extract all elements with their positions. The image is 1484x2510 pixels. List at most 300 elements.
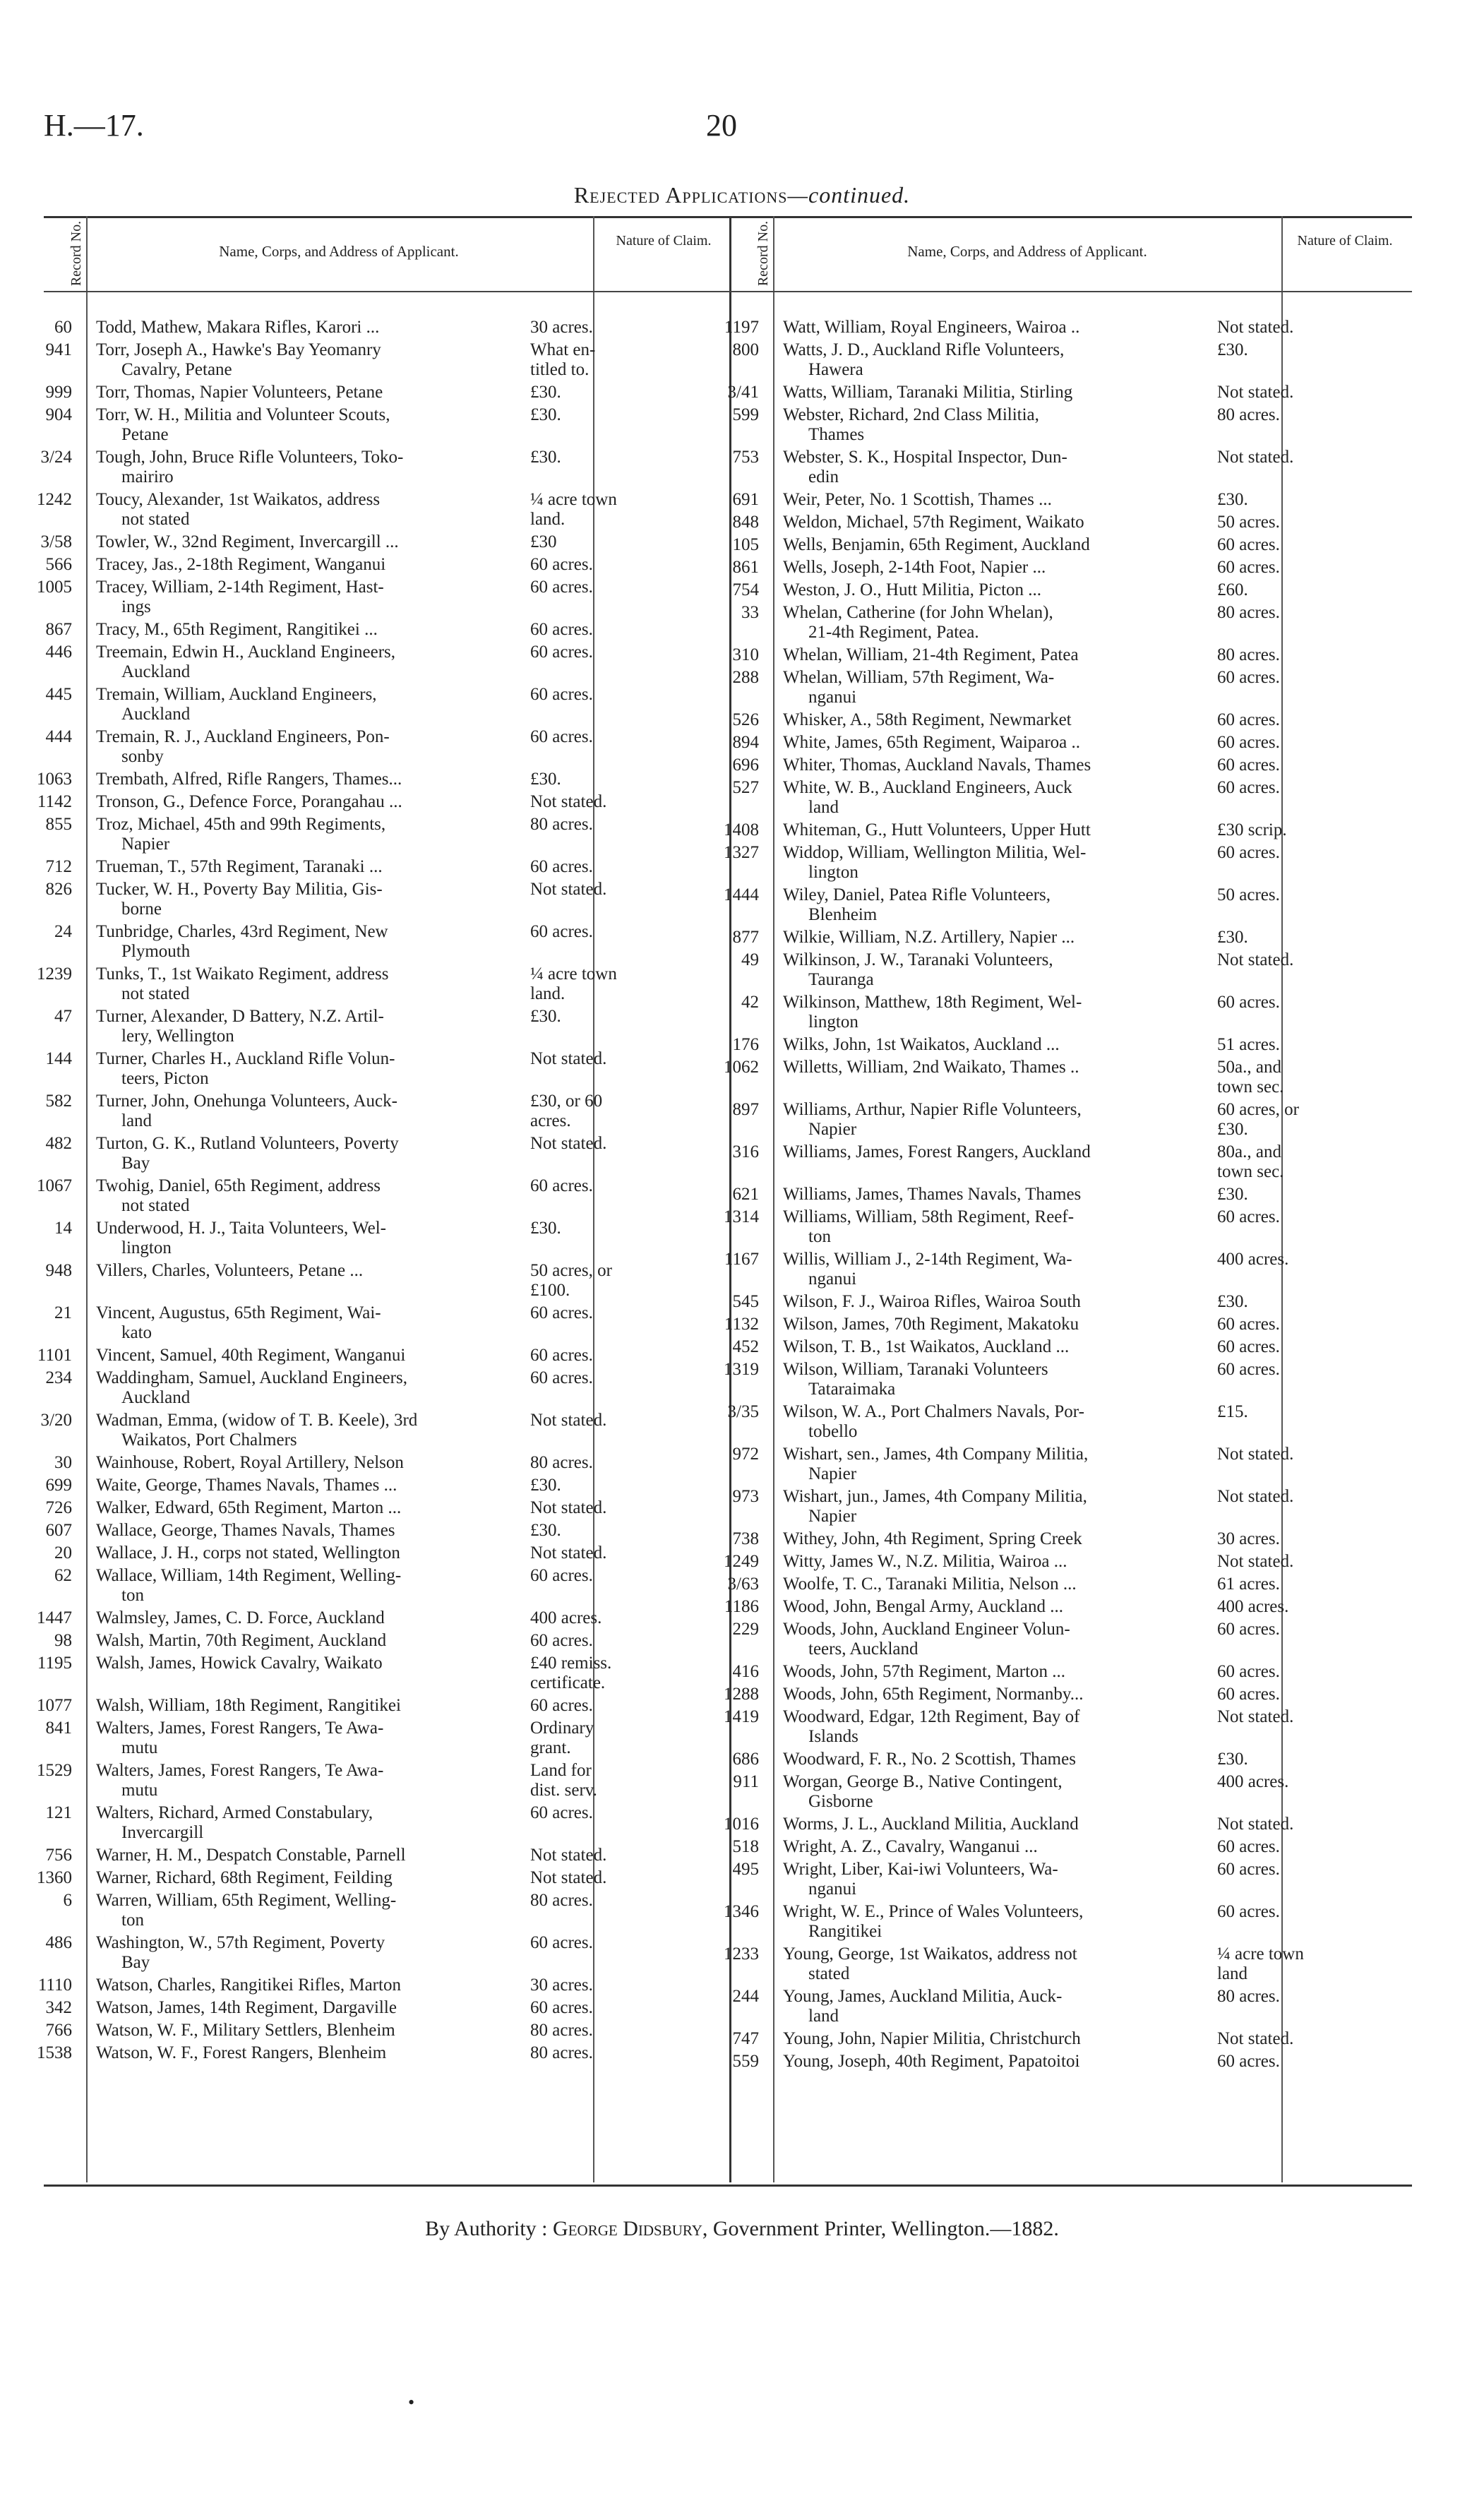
table-row [687, 558, 1428, 578]
claim-line: 60 acres. [530, 1566, 593, 1585]
table-row [0, 490, 727, 530]
applicant-line: Turner, John, Onehunga Volunteers, Auck- [96, 1092, 397, 1111]
applicant-line: Watson, W. F., Forest Rangers, Blenheim [96, 2043, 387, 2062]
applicant-line: Wright, A. Z., Cavalry, Wanganui ... [783, 1837, 1038, 1856]
applicant-line: lington [121, 1238, 172, 1257]
nature-of-claim [520, 880, 658, 900]
applicant-details [773, 1685, 1207, 1704]
applicant-line: Waddingham, Samuel, Auckland Engineers, [96, 1368, 407, 1387]
claim-line: 60 acres. [530, 555, 593, 574]
table-row [0, 1719, 727, 1758]
applicant-line: Wilkinson, Matthew, 18th Regiment, Wel- [783, 993, 1082, 1012]
applicant-line: Thames [808, 425, 865, 444]
nature-of-claim [1207, 710, 1334, 730]
table-row [687, 1620, 1428, 1659]
applicant-details [86, 555, 520, 575]
table-row [687, 1772, 1428, 1812]
record-number: 566 [45, 555, 72, 574]
table-row [0, 1891, 727, 1930]
imprint-footer [0, 2217, 1484, 2241]
nature-of-claim [1207, 1772, 1334, 1792]
nature-of-claim [1207, 1250, 1334, 1269]
applicant-details [773, 340, 1207, 380]
record-number: 1360 [37, 1868, 72, 1887]
claim-line: 60 acres. [530, 1933, 593, 1952]
applicant-details [773, 1445, 1207, 1484]
applicant-line: Wilkinson, J. W., Taranaki Volunteers, [783, 950, 1053, 969]
record-number: 98 [54, 1631, 72, 1650]
claim-line: grant. [530, 1738, 571, 1757]
applicant-details [86, 532, 520, 552]
applicant-line: Blenheim [808, 905, 878, 924]
claim-line: Not stated. [1217, 950, 1294, 969]
table-row [0, 1696, 727, 1716]
claim-line: £30. [530, 1219, 561, 1238]
applicant-line: Torr, W. H., Militia and Volunteer Scouts, [96, 405, 390, 424]
applicant-details [773, 580, 1207, 600]
nature-of-claim [520, 1411, 658, 1430]
table-row [687, 1292, 1428, 1312]
record-number: 848 [732, 513, 759, 532]
table-row [0, 1846, 727, 1865]
applicant-line: Todd, Mathew, Makara Rifles, Karori ... [96, 318, 380, 337]
nature-of-claim [1207, 755, 1334, 775]
table-row [687, 1529, 1428, 1549]
record-number: 686 [732, 1750, 759, 1769]
applicant-line: mairiro [121, 467, 174, 486]
applicant-line: Wiley, Daniel, Patea Rifle Volunteers, [783, 885, 1051, 904]
record-number: 445 [45, 685, 72, 704]
applicant-details [86, 1696, 520, 1716]
table-row [687, 1207, 1428, 1247]
applicant-line: Walters, James, Forest Rangers, Te Awa- [96, 1761, 384, 1780]
applicant-line: Woolfe, T. C., Taranaki Militia, Nelson ... [783, 1574, 1077, 1594]
applicant-line: Walters, Richard, Armed Constabulary, [96, 1803, 373, 1822]
nature-of-claim [1207, 1487, 1334, 1507]
applicant-line: Tunks, T., 1st Waikato Regiment, address [96, 964, 389, 984]
table-row [687, 1815, 1428, 1834]
nature-of-claim [520, 1761, 658, 1800]
applicant-line: Vincent, Augustus, 65th Regiment, Wai- [96, 1303, 381, 1322]
record-number: 726 [45, 1498, 72, 1517]
applicant-line: White, W. B., Auckland Engineers, Auck [783, 778, 1072, 797]
nature-of-claim [520, 1654, 658, 1693]
record-number: 229 [732, 1620, 759, 1639]
applicant-details [86, 1453, 520, 1473]
applicant-line: 21-4th Regiment, Patea. [808, 623, 979, 642]
table-row [0, 685, 727, 724]
applicant-details [86, 922, 520, 962]
applicant-line: Tracy, M., 65th Regiment, Rangitikei ... [96, 620, 378, 639]
claim-line: Ordinary [530, 1719, 594, 1738]
applicant-line: nganui [808, 1879, 857, 1899]
applicant-line: Watt, William, Royal Engineers, Wairoa .. [783, 318, 1080, 337]
applicant-details [773, 1360, 1207, 1399]
claim-line: 60 acres. [1217, 1837, 1280, 1856]
nature-of-claim [1207, 535, 1334, 555]
nature-of-claim [1207, 668, 1334, 688]
applicant-line: Woods, John, 65th Regiment, Normanby... [783, 1685, 1084, 1704]
record-number: 24 [54, 922, 72, 941]
applicant-line: Weldon, Michael, 57th Regiment, Waikato [783, 513, 1084, 532]
applicant-line: Islands [808, 1727, 858, 1746]
record-number: 826 [45, 880, 72, 899]
applicant-details [86, 727, 520, 767]
table-row [0, 1521, 727, 1541]
claim-line: 60 acres. [1217, 1207, 1280, 1226]
applicant-details [773, 885, 1207, 925]
applicant-line: Woodward, Edgar, 12th Regiment, Bay of [783, 1707, 1080, 1726]
claim-line: 80 acres. [1217, 645, 1280, 664]
record-number: 3/63 [727, 1574, 759, 1594]
record-number: 1249 [724, 1552, 759, 1571]
table-row [687, 1360, 1428, 1399]
applicant-line: Warren, William, 65th Regiment, Welling- [96, 1891, 397, 1910]
applicant-details [86, 1608, 520, 1628]
table-row [687, 1750, 1428, 1769]
nature-of-claim [520, 578, 658, 597]
record-number: 244 [732, 1987, 759, 2006]
nature-of-claim [1207, 603, 1334, 623]
record-number: 60 [54, 318, 72, 337]
applicant-line: Wright, W. E., Prince of Wales Volunteers, [783, 1902, 1084, 1921]
applicant-line: not stated [121, 984, 190, 1003]
applicant-line: Wishart, jun., James, 4th Company Militia, [783, 1487, 1087, 1506]
applicant-line: Petane [121, 425, 169, 444]
record-number: 1197 [724, 318, 759, 337]
applicant-line: Tremain, R. J., Auckland Engineers, Pon- [96, 727, 390, 746]
applicant-details [86, 815, 520, 854]
claim-line: What en- [530, 340, 596, 359]
applicant-line: teers, Picton [121, 1069, 209, 1088]
claim-line: Not stated. [1217, 1445, 1294, 1464]
record-number: 1167 [724, 1250, 759, 1269]
applicant-line: Tunbridge, Charles, 43rd Regiment, New [96, 922, 388, 941]
claim-line: 60 acres. [530, 727, 593, 746]
nature-of-claim [1207, 778, 1334, 798]
applicant-details [773, 710, 1207, 730]
record-number: 753 [732, 448, 759, 467]
applicant-line: teers, Auckland [808, 1639, 918, 1659]
applicant-line: White, James, 65th Regiment, Waiparoa .. [783, 733, 1081, 752]
claim-line: ¼ acre town [530, 490, 617, 509]
nature-of-claim [520, 1608, 658, 1628]
nature-of-claim [520, 1719, 658, 1758]
claim-line: 60 acres. [530, 1696, 593, 1715]
applicant-line: Williams, William, 58th Regiment, Reef- [783, 1207, 1075, 1226]
table-row [0, 1868, 727, 1888]
nature-of-claim [1207, 645, 1334, 665]
nature-of-claim [520, 857, 658, 877]
record-number: 911 [733, 1772, 759, 1791]
applicant-details [773, 778, 1207, 818]
claim-line: Land for [530, 1761, 592, 1780]
col-header-record-right: Record No. [755, 220, 772, 287]
nature-of-claim [520, 770, 658, 789]
applicant-details [86, 1411, 520, 1450]
applicant-line: nganui [808, 688, 857, 707]
footer-suffix: , Government Printer, Wellington.—1882. [702, 2217, 1059, 2240]
record-number: 310 [732, 645, 759, 664]
table-row [687, 2029, 1428, 2049]
claim-line: 60 acres. [1217, 668, 1280, 687]
record-number: 1132 [724, 1315, 759, 1334]
table-row [687, 1445, 1428, 1484]
applicant-line: Woods, John, Auckland Engineer Volun- [783, 1620, 1070, 1639]
nature-of-claim [520, 1998, 658, 2018]
claim-line: £30. [1217, 490, 1248, 509]
record-number: 3/24 [40, 448, 72, 467]
applicant-details [86, 792, 520, 812]
applicant-details [773, 1315, 1207, 1334]
applicant-line: Turner, Charles H., Auckland Rifle Volun- [96, 1049, 395, 1068]
claim-line: 30 acres. [1217, 1529, 1280, 1548]
applicant-details [773, 1837, 1207, 1857]
claim-line: 400 acres. [1217, 1250, 1289, 1269]
applicant-details [86, 448, 520, 487]
applicant-details [86, 383, 520, 402]
applicant-line: Williams, James, Forest Rangers, Auckland [783, 1142, 1091, 1161]
table-row [687, 778, 1428, 818]
applicant-line: Watts, William, Taranaki Militia, Stirling [783, 383, 1073, 402]
claim-line: Not stated. [530, 792, 607, 811]
claim-line: £30. [530, 770, 561, 789]
applicant-details [86, 1134, 520, 1173]
claim-line: £30. [530, 405, 561, 424]
applicant-details [86, 1803, 520, 1843]
applicant-line: Walsh, James, Howick Cavalry, Waikato [96, 1654, 383, 1673]
claim-line: Not stated. [530, 1049, 607, 1068]
claim-line: town sec. [1217, 1162, 1284, 1181]
applicant-line: Williams, James, Thames Navals, Thames [783, 1185, 1082, 1204]
applicant-details [773, 843, 1207, 883]
nature-of-claim [520, 340, 658, 380]
record-number: 316 [732, 1142, 759, 1161]
table-row [687, 405, 1428, 445]
applicant-line: Wallace, J. H., corps not stated, Wellington [96, 1543, 400, 1562]
footer-printer: George Didsbury [553, 2217, 702, 2240]
applicant-details [773, 558, 1207, 578]
record-number: 738 [732, 1529, 759, 1548]
record-number: 1327 [724, 843, 759, 862]
claim-line: Not stated. [530, 1411, 607, 1430]
table-row [687, 383, 1428, 402]
applicant-line: sonby [121, 747, 164, 766]
nature-of-claim [1207, 928, 1334, 948]
applicant-details [773, 448, 1207, 487]
table-row [0, 1476, 727, 1495]
table-row [0, 532, 727, 552]
table-row [0, 1543, 727, 1563]
table-row [0, 857, 727, 877]
applicant-details [86, 405, 520, 445]
record-number: 877 [732, 928, 759, 947]
table-row [687, 1944, 1428, 1984]
record-number: 1067 [37, 1176, 72, 1195]
applicant-line: Wilson, James, 70th Regiment, Makatoku [783, 1315, 1079, 1334]
applicant-line: Walker, Edward, 65th Regiment, Marton ... [96, 1498, 402, 1517]
applicant-line: Webster, S. K., Hospital Inspector, Dun- [783, 448, 1067, 467]
record-number: 288 [732, 668, 759, 687]
applicant-details [773, 1860, 1207, 1899]
applicant-line: Gisborne [808, 1792, 873, 1811]
record-number: 33 [741, 603, 759, 622]
page-number: 20 [706, 108, 737, 143]
record-number: 897 [732, 1100, 759, 1119]
applicant-line: Young, Joseph, 40th Regiment, Papatoitoi [783, 2052, 1080, 2071]
claim-line: Not stated. [1217, 2029, 1294, 2048]
applicant-details [773, 1662, 1207, 1682]
nature-of-claim [520, 490, 658, 530]
claim-line: £30. [530, 1521, 561, 1540]
table-row [687, 1035, 1428, 1055]
table-row [0, 770, 727, 789]
applicant-line: land [808, 2007, 839, 2026]
table-row [687, 448, 1428, 487]
claim-line: £15. [1217, 1402, 1248, 1421]
applicant-details [773, 1552, 1207, 1572]
applicant-details [86, 1049, 520, 1089]
claim-line: Not stated. [530, 880, 607, 899]
record-number: 62 [54, 1566, 72, 1585]
nature-of-claim [520, 2021, 658, 2040]
nature-of-claim [1207, 1944, 1334, 1984]
applicant-line: Watson, Charles, Rangitikei Rifles, Marton [96, 1976, 401, 1995]
applicant-details [773, 1292, 1207, 1312]
claim-line: 51 acres. [1217, 1035, 1280, 1054]
nature-of-claim [1207, 1597, 1334, 1617]
applicant-line: Wilson, T. B., 1st Waikatos, Auckland ... [783, 1337, 1070, 1356]
claim-line: £30. [1217, 1120, 1248, 1139]
table-row [0, 1134, 727, 1173]
applicant-details [773, 383, 1207, 402]
nature-of-claim [1207, 1207, 1334, 1227]
record-number: 1538 [37, 2043, 72, 2062]
claim-line: 60 acres. [530, 1998, 593, 2017]
nature-of-claim [1207, 2052, 1334, 2072]
table-row [0, 1368, 727, 1408]
applicant-details [773, 2052, 1207, 2072]
nature-of-claim [1207, 2029, 1334, 2049]
record-number: 42 [741, 993, 759, 1012]
table-row [687, 843, 1428, 883]
applicant-line: Wells, Benjamin, 65th Regiment, Auckland [783, 535, 1090, 554]
applicant-details [773, 1597, 1207, 1617]
applicant-line: Turton, G. K., Rutland Volunteers, Poverty [96, 1134, 399, 1153]
nature-of-claim [1207, 1987, 1334, 2007]
applicant-line: Wallace, William, 14th Regiment, Welling- [96, 1566, 402, 1585]
applicant-line: Williams, Arthur, Napier Rifle Volunteers, [783, 1100, 1082, 1119]
record-number: 800 [732, 340, 759, 359]
claim-line: 60 acres. [530, 1631, 593, 1650]
applicant-details [86, 1368, 520, 1408]
applicant-line: Torr, Thomas, Napier Volunteers, Petane [96, 383, 383, 402]
claim-line: 60 acres. [530, 1176, 593, 1195]
applicant-details [86, 880, 520, 919]
nature-of-claim [1207, 558, 1334, 578]
table-row [0, 405, 727, 445]
table-row [687, 1315, 1428, 1334]
record-number: 1110 [37, 1976, 72, 1995]
applicant-line: Willis, William J., 2-14th Regiment, Wa- [783, 1250, 1072, 1269]
applicant-line: Wood, John, Bengal Army, Auckland ... [783, 1597, 1064, 1616]
claim-line: 60 acres. [530, 578, 593, 597]
claim-line: 60 acres. [1217, 733, 1280, 752]
claim-line: 60 acres. [1217, 2052, 1280, 2071]
claim-line: 60 acres. [1217, 535, 1280, 554]
applicant-line: Wilson, W. A., Port Chalmers Navals, Por- [783, 1402, 1084, 1421]
table-row [687, 755, 1428, 775]
record-number: 999 [45, 383, 72, 402]
claim-line: 60 acres. [530, 685, 593, 704]
record-number: 342 [45, 1998, 72, 2017]
applicant-line: Widdop, William, Wellington Militia, Wel- [783, 843, 1087, 862]
applicant-line: Weston, J. O., Hutt Militia, Picton ... [783, 580, 1042, 599]
applicant-details [773, 1987, 1207, 2026]
nature-of-claim [1207, 1058, 1334, 1097]
claim-line: 80 acres. [1217, 405, 1280, 424]
record-number: 754 [732, 580, 759, 599]
claim-line: £30. [1217, 1292, 1248, 1311]
applicant-details [773, 1750, 1207, 1769]
table-row [0, 1566, 727, 1606]
applicant-line: Wadman, Emma, (widow of T. B. Keele), 3rd [96, 1411, 418, 1430]
applicant-line: Tremain, William, Auckland Engineers, [96, 685, 377, 704]
claim-line: £30 [530, 532, 557, 551]
table-row [0, 448, 727, 487]
table-row [0, 1007, 727, 1046]
applicant-details [86, 1176, 520, 1216]
nature-of-claim [1207, 820, 1334, 840]
table-row [0, 815, 727, 854]
applicant-details [773, 1620, 1207, 1659]
applicant-details [773, 1772, 1207, 1812]
nature-of-claim [1207, 733, 1334, 753]
applicant-line: Tough, John, Bruce Rifle Volunteers, Toko- [96, 448, 404, 467]
claim-line: 50 acres, or [530, 1261, 612, 1280]
table-row [687, 1142, 1428, 1182]
table-row [0, 643, 727, 682]
applicant-details [773, 405, 1207, 445]
applicant-line: nganui [808, 1269, 857, 1289]
claim-line: certificate. [530, 1673, 606, 1692]
nature-of-claim [520, 1049, 658, 1069]
table-row [0, 1411, 727, 1450]
table-row [687, 1597, 1428, 1617]
claim-line: £30, or 60 [530, 1092, 603, 1111]
nature-of-claim [1207, 950, 1334, 970]
table-row [687, 928, 1428, 948]
applicant-line: Napier [808, 1120, 857, 1139]
record-number: 972 [732, 1445, 759, 1464]
applicant-details [86, 857, 520, 877]
record-number: 1063 [37, 770, 72, 789]
record-number: 482 [45, 1134, 72, 1153]
col-header-name-left: Name, Corps, and Address of Applicant. [219, 243, 459, 260]
applicant-line: Woods, John, 57th Regiment, Marton ... [783, 1662, 1066, 1681]
applicant-details [773, 928, 1207, 948]
record-number: 121 [45, 1803, 72, 1822]
claim-line: ¼ acre town [1217, 1944, 1304, 1964]
claim-line: 60 acres. [1217, 1685, 1280, 1704]
nature-of-claim [1207, 1750, 1334, 1769]
applicant-line: Warner, Richard, 68th Regiment, Feilding [96, 1868, 393, 1887]
claim-line: 60 acres. [1217, 1620, 1280, 1639]
claim-line: £30. [530, 1476, 561, 1495]
nature-of-claim [1207, 1315, 1334, 1334]
applicant-details [86, 490, 520, 530]
applicant-line: Twohig, Daniel, 65th Regiment, address [96, 1176, 381, 1195]
